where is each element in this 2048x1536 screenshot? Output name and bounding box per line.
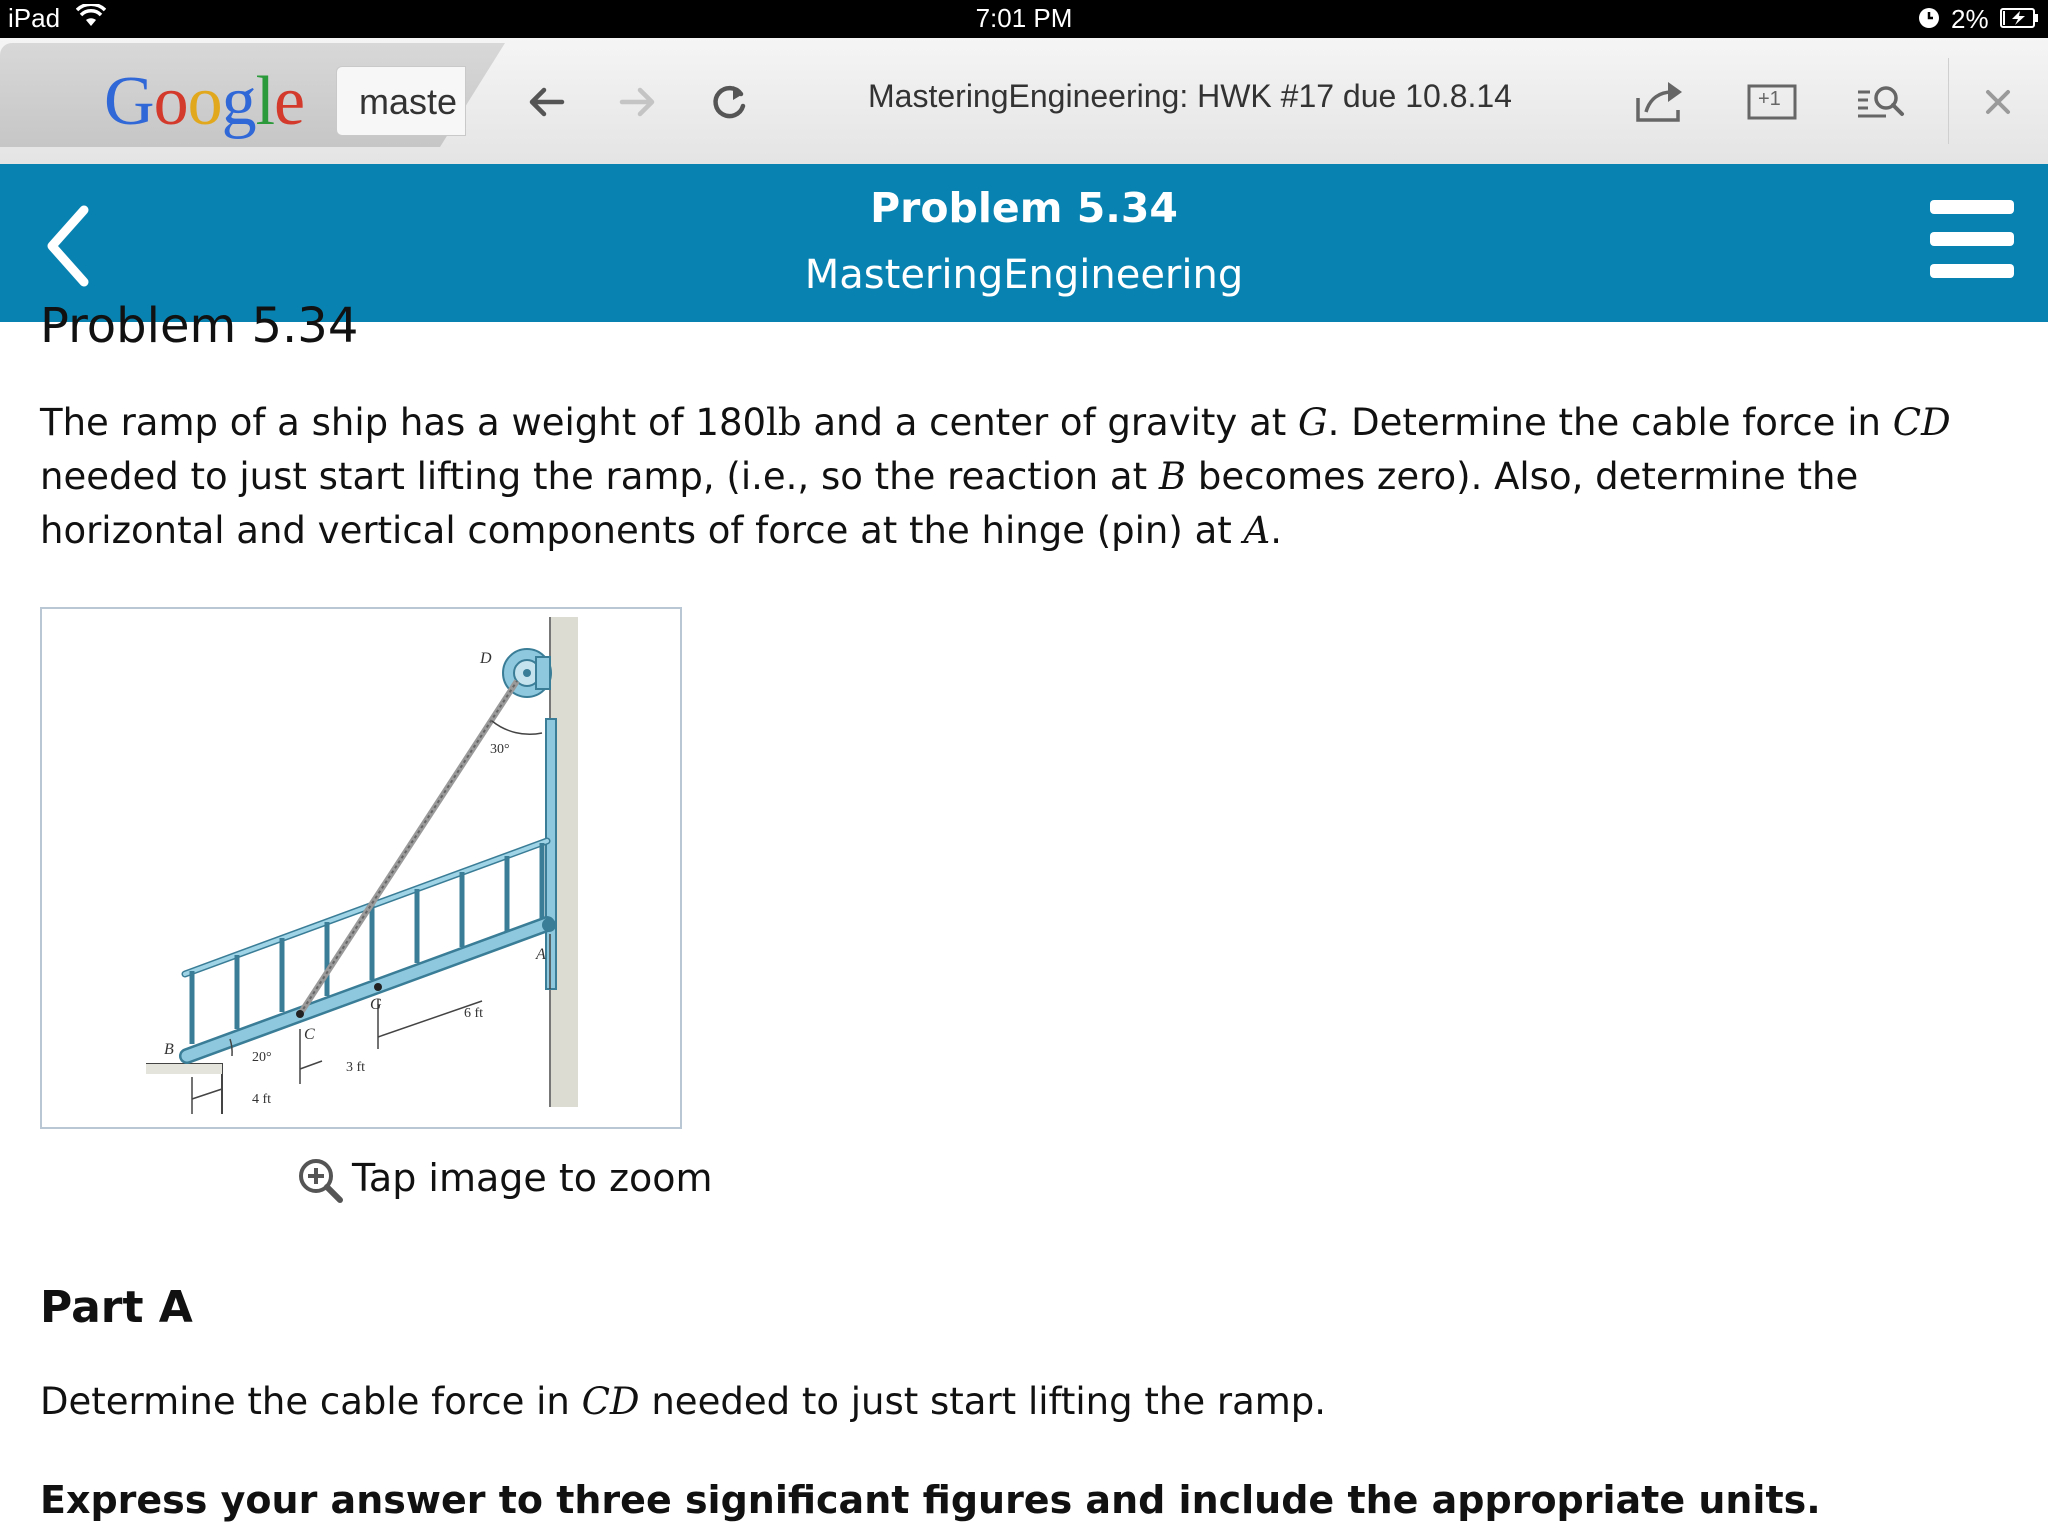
toolbar-divider: [1948, 58, 1949, 144]
zoom-hint-label: Tap image to zoom: [352, 1156, 713, 1200]
alarm-clock-icon: [1918, 7, 1940, 29]
search-input[interactable]: maste: [336, 66, 466, 136]
ramp-figure[interactable]: [40, 607, 682, 1129]
part-a-question: Determine the cable force in CD needed to just start lifting the ramp.: [40, 1380, 1327, 1423]
header-title: Problem 5.34: [870, 184, 1178, 232]
part-a-instruction: Express your answer to three significant figures and include the appropriate units.: [40, 1478, 1821, 1522]
forward-arrow-icon[interactable]: [610, 74, 666, 130]
part-a-title: Part A: [40, 1282, 193, 1333]
label-a: A: [536, 946, 546, 963]
point-g: [374, 983, 382, 991]
plus-one-button[interactable]: +1: [1744, 74, 1804, 130]
clock-time: 7:01 PM: [975, 3, 1073, 33]
problem-content: [0, 298, 2048, 1536]
label-4ft: 4 ft: [252, 1092, 272, 1107]
find-in-page-icon[interactable]: [1852, 74, 1912, 130]
label-c: C: [304, 1026, 315, 1043]
share-icon[interactable]: [1630, 74, 1690, 130]
label-g: G: [370, 996, 382, 1013]
battery-percent: 2%: [1951, 4, 1989, 34]
status-bar: [0, 0, 2048, 38]
device-name: iPad: [8, 3, 61, 33]
label-angle-30: 30°: [490, 742, 510, 757]
label-b: B: [164, 1041, 174, 1058]
hamburger-menu-icon[interactable]: [1930, 200, 2014, 278]
label-angle-20: 20°: [252, 1050, 272, 1065]
back-arrow-icon[interactable]: [518, 74, 574, 130]
mast: [546, 719, 556, 989]
label-6ft: 6 ft: [464, 1006, 484, 1021]
page-title: MasteringEngineering: HWK #17 due 10.8.14: [868, 78, 1512, 114]
label-3ft: 3 ft: [346, 1060, 366, 1075]
header-subtitle: MasteringEngineering: [804, 252, 1244, 298]
google-logo[interactable]: Google: [104, 63, 305, 140]
zoom-in-icon: [298, 1158, 344, 1204]
problem-heading: Problem 5.34: [40, 298, 359, 354]
label-d: D: [480, 650, 492, 667]
reload-icon[interactable]: [701, 74, 757, 130]
close-icon[interactable]: [1968, 74, 2028, 130]
battery-charging-icon: [2000, 8, 2040, 28]
problem-statement: The ramp of a ship has a weight of 180lb and a center of gravity at G. Determine the cable force in CD needed to just start lifting the ramp, (i.e., so the reaction at B becomes zero). Also, determine the horizontal and vertical components of force at the hinge (pin) at A.: [40, 401, 1951, 552]
ramp-diagram: [42, 609, 680, 1127]
browser-toolbar: [0, 38, 2048, 165]
